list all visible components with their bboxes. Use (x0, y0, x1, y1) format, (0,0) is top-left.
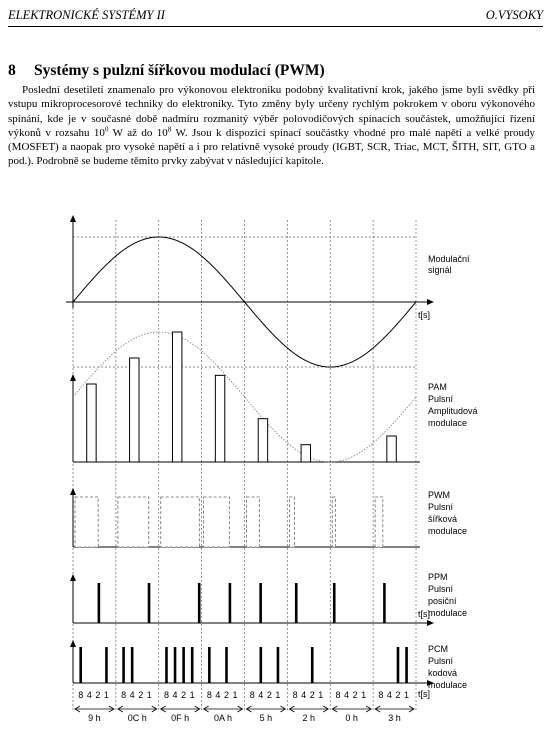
bit-weight-label: 8 (78, 690, 84, 700)
bit-weight-label: 8 (335, 690, 341, 700)
signal-label-pcm: kodová (428, 668, 458, 678)
exp-2: 8 (167, 125, 172, 134)
pam-pulse (130, 358, 139, 462)
signal-label-pam: PAM (428, 382, 447, 392)
bit-weight-label: 2 (181, 690, 187, 700)
bit-weight-label: 8 (163, 690, 169, 700)
bit-weight-label: 2 (395, 690, 401, 700)
bit-weight-label: 8 (378, 690, 384, 700)
signal-label-ppm: modulace (428, 608, 468, 618)
bit-weight-label: 4 (258, 690, 264, 700)
code-label: 5 h (259, 713, 273, 723)
signal-label-pwm: Pulsní (428, 502, 454, 512)
signal-label-mod: signál (428, 265, 452, 275)
bit-weight-label: 1 (232, 690, 238, 700)
section-title: Systémy s pulzní šířkovou modulací (PWM) (34, 62, 325, 79)
bit-weight-label: 2 (309, 690, 315, 700)
bit-weight-label: 8 (249, 690, 255, 700)
pam-pulse (387, 436, 396, 462)
signal-label-ppm: PPM (428, 572, 448, 582)
signal-label-pwm: modulace (428, 526, 468, 536)
bit-weight-label: 4 (344, 690, 350, 700)
signal-label-pwm: PWM (428, 490, 450, 500)
bit-weight-label: 4 (301, 690, 307, 700)
code-label: 0C h (127, 713, 147, 723)
header-right: O.VYSOKY (485, 8, 543, 22)
para-text-1: Poslední desetiletí znamenalo pro výkonovou elektroniku podobný kvalitativní krok, jakého jsme byli svědky při vstupu mikroprocesorové techniky do elektroniky. Tyto změny byly určeny rychlým pokrokem v oboru výkonového spínání, kde je v současné době nadmíru rozmanitý výběr polovodičových spínacích součástek, umožňující řízení výkonů v rozsahu 10 (8, 84, 535, 139)
bit-weight-label: 4 (172, 690, 178, 700)
code-label: 0A h (214, 713, 233, 723)
para-text-3: W. Jsou k dispozici spínací součástky vhodné pro malé napětí a velké proudy (MOSFET) a naopak pro vysoké napětí a i pro relativně vysoké proudy (IGBT, SCR, Triac, MCT, ŠITH, SIT, GTO a pod.). Podrobně se budeme těmito prvky zabývat v následující kapitole. (8, 126, 535, 168)
pam-pulse (215, 375, 224, 462)
pam-pulse (301, 445, 310, 462)
mod-x-arrow (427, 299, 434, 305)
bit-weight-label: 4 (215, 690, 221, 700)
ppm-time-label: t[s] (418, 609, 431, 619)
bit-weight-label: 4 (386, 690, 392, 700)
pwm-pulse (375, 497, 383, 547)
mod-time-label: t[s] (418, 310, 431, 320)
bit-weight-label: 1 (189, 690, 195, 700)
bit-weight-label: 8 (206, 690, 212, 700)
pwm-y-arrow (70, 488, 76, 495)
signal-label-pcm: Pulsní (428, 656, 454, 666)
code-label: 2 h (302, 713, 316, 723)
signal-label-pcm: modulace (428, 680, 468, 690)
bit-weight-label: 2 (266, 690, 272, 700)
pwm-pulse (75, 497, 98, 547)
bit-weight-label: 4 (129, 690, 135, 700)
pam-pulse (258, 419, 267, 462)
code-label: 9 h (88, 713, 101, 723)
pwm-pulse (118, 497, 149, 547)
bit-weight-label: 1 (146, 690, 152, 700)
code-label: 3 h (388, 713, 401, 723)
ppm-y-arrow (70, 574, 76, 581)
bit-weight-label: 1 (103, 690, 109, 700)
bit-weight-label: 2 (352, 690, 358, 700)
ppm-x-arrow (427, 620, 434, 626)
signal-label-mod: Modulační (428, 254, 470, 264)
pam-y-arrow (70, 374, 76, 381)
pwm-pulse (247, 497, 260, 547)
pam-pulse (87, 384, 96, 462)
signal-label-pam: modulace (428, 418, 468, 428)
pwm-pulse (332, 497, 335, 547)
signal-label-pcm: PCM (428, 644, 448, 654)
pcm-time-label: t[s] (418, 689, 431, 699)
bit-weight-label: 8 (292, 690, 298, 700)
bit-weight-label: 1 (404, 690, 410, 700)
bit-weight-label: 4 (86, 690, 92, 700)
bit-weight-label: 8 (121, 690, 127, 700)
pcm-y-arrow (70, 640, 76, 647)
pwm-pulse (161, 497, 200, 547)
pwm-pulse (289, 497, 294, 547)
bit-weight-label: 1 (318, 690, 324, 700)
code-label: 0F h (171, 713, 190, 723)
signal-label-ppm: Pulsní (428, 584, 454, 594)
para-text-2: W až do 10 (108, 126, 168, 139)
pwm-pulse (204, 497, 230, 547)
bit-weight-label: 1 (275, 690, 281, 700)
header-left: ELEKTRONICKÉ SYSTÉMY II (8, 8, 165, 22)
signal-label-pam: Pulsní (428, 394, 454, 404)
signal-label-pam: Amplitudová (428, 406, 478, 416)
signal-label-ppm: posiční (428, 596, 457, 606)
pam-pulse (172, 332, 181, 462)
bit-weight-label: 2 (138, 690, 144, 700)
signal-label-pwm: šířková (428, 514, 458, 524)
code-label: 0 h (345, 713, 358, 723)
section-number: 8 (8, 62, 16, 79)
bit-weight-label: 1 (361, 690, 367, 700)
bit-weight-label: 2 (95, 690, 101, 700)
exp-1: 0 (104, 125, 109, 134)
mod-y-arrow (70, 215, 76, 222)
bit-weight-label: 2 (223, 690, 230, 700)
